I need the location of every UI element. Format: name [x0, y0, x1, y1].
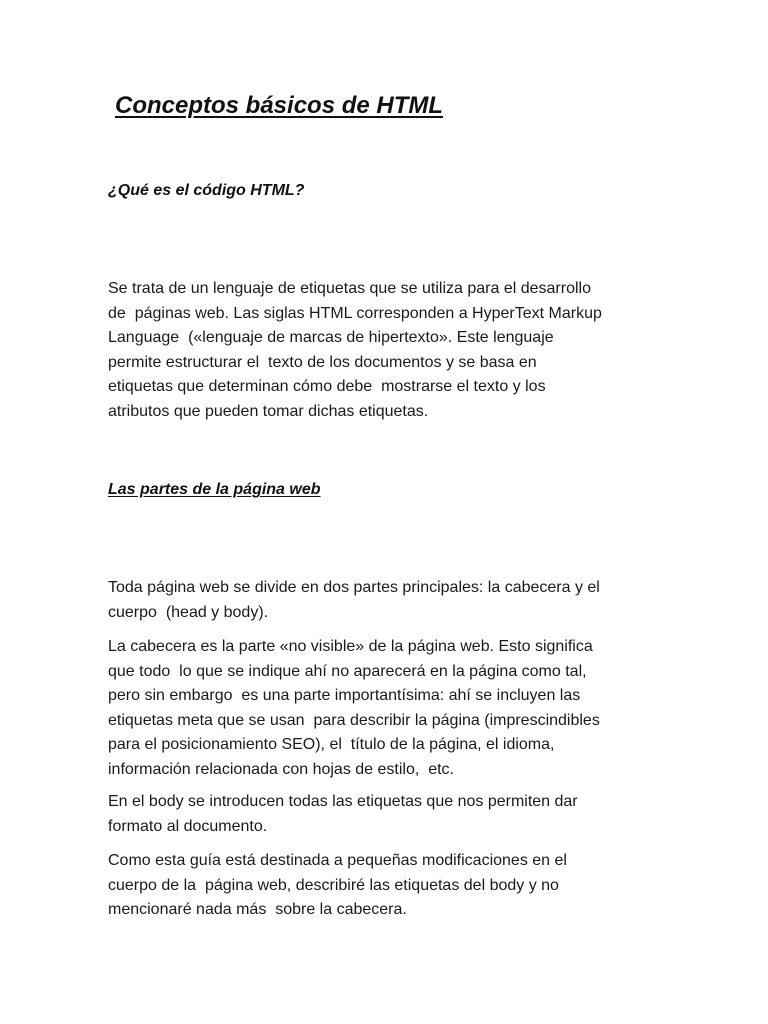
paragraph-line: La cabecera es la parte «no visible» de la página web. Esto significa — [108, 638, 593, 655]
paragraph-line: cuerpo de la página web, describiré las etiquetas del body y no — [108, 876, 559, 894]
paragraph-line: etiquetas que determinan cómo debe mostrarse el texto y los — [108, 378, 546, 396]
paragraph-line: En el body se introducen todas las etiquetas que nos permiten dar — [108, 793, 578, 810]
paragraph-body — [108, 790, 578, 839]
paragraph-line: mencionaré nada más sobre la cabecera. — [108, 901, 407, 919]
paragraph-line: pero sin embargo es una parte importantísima: ahí se incluyen las — [108, 687, 581, 705]
section-heading-partes-pagina-web: Las partes de la página web — [108, 481, 321, 498]
paragraph-line: Se trata de un lenguaje de etiquetas que se utiliza para el desarrollo — [108, 280, 591, 297]
document-title: Conceptos básicos de HTML — [115, 92, 444, 119]
paragraph-line: Toda página web se divide en dos partes principales: la cabecera y el — [108, 579, 600, 596]
paragraph-line: permite estructurar el texto de los documentos y se basa en — [108, 353, 537, 371]
paragraph-line: Language («lenguaje de marcas de hipertexto». Este lenguaje — [108, 329, 554, 347]
paragraph-que-es-html — [108, 277, 602, 425]
paragraph-cabecera — [108, 635, 600, 783]
paragraph-line: de páginas web. Las siglas HTML corresponden a HyperText Markup — [108, 304, 602, 322]
paragraph-line: que todo lo que se indique ahí no aparecerá en la página como tal, — [108, 662, 587, 680]
paragraph-line: información relacionada con hojas de estilo, etc. — [108, 760, 454, 778]
paragraph-line: atributos que pueden tomar dichas etiquetas. — [108, 402, 429, 420]
paragraph-line: formato al documento. — [108, 817, 268, 835]
paragraph-line: etiquetas meta que se usan para describir la página (imprescindibles — [108, 711, 600, 729]
paragraph-line: cuerpo (head y body). — [108, 603, 269, 621]
paragraph-line: Como esta guía está destinada a pequeñas modificaciones en el — [108, 852, 567, 869]
section-heading-que-es-html: ¿Qué es el código HTML? — [108, 182, 305, 199]
paragraph-guia — [108, 849, 567, 923]
paragraph-partes-principales — [108, 576, 600, 625]
paragraph-line: para el posicionamiento SEO), el título de la página, el idioma, — [108, 736, 555, 754]
